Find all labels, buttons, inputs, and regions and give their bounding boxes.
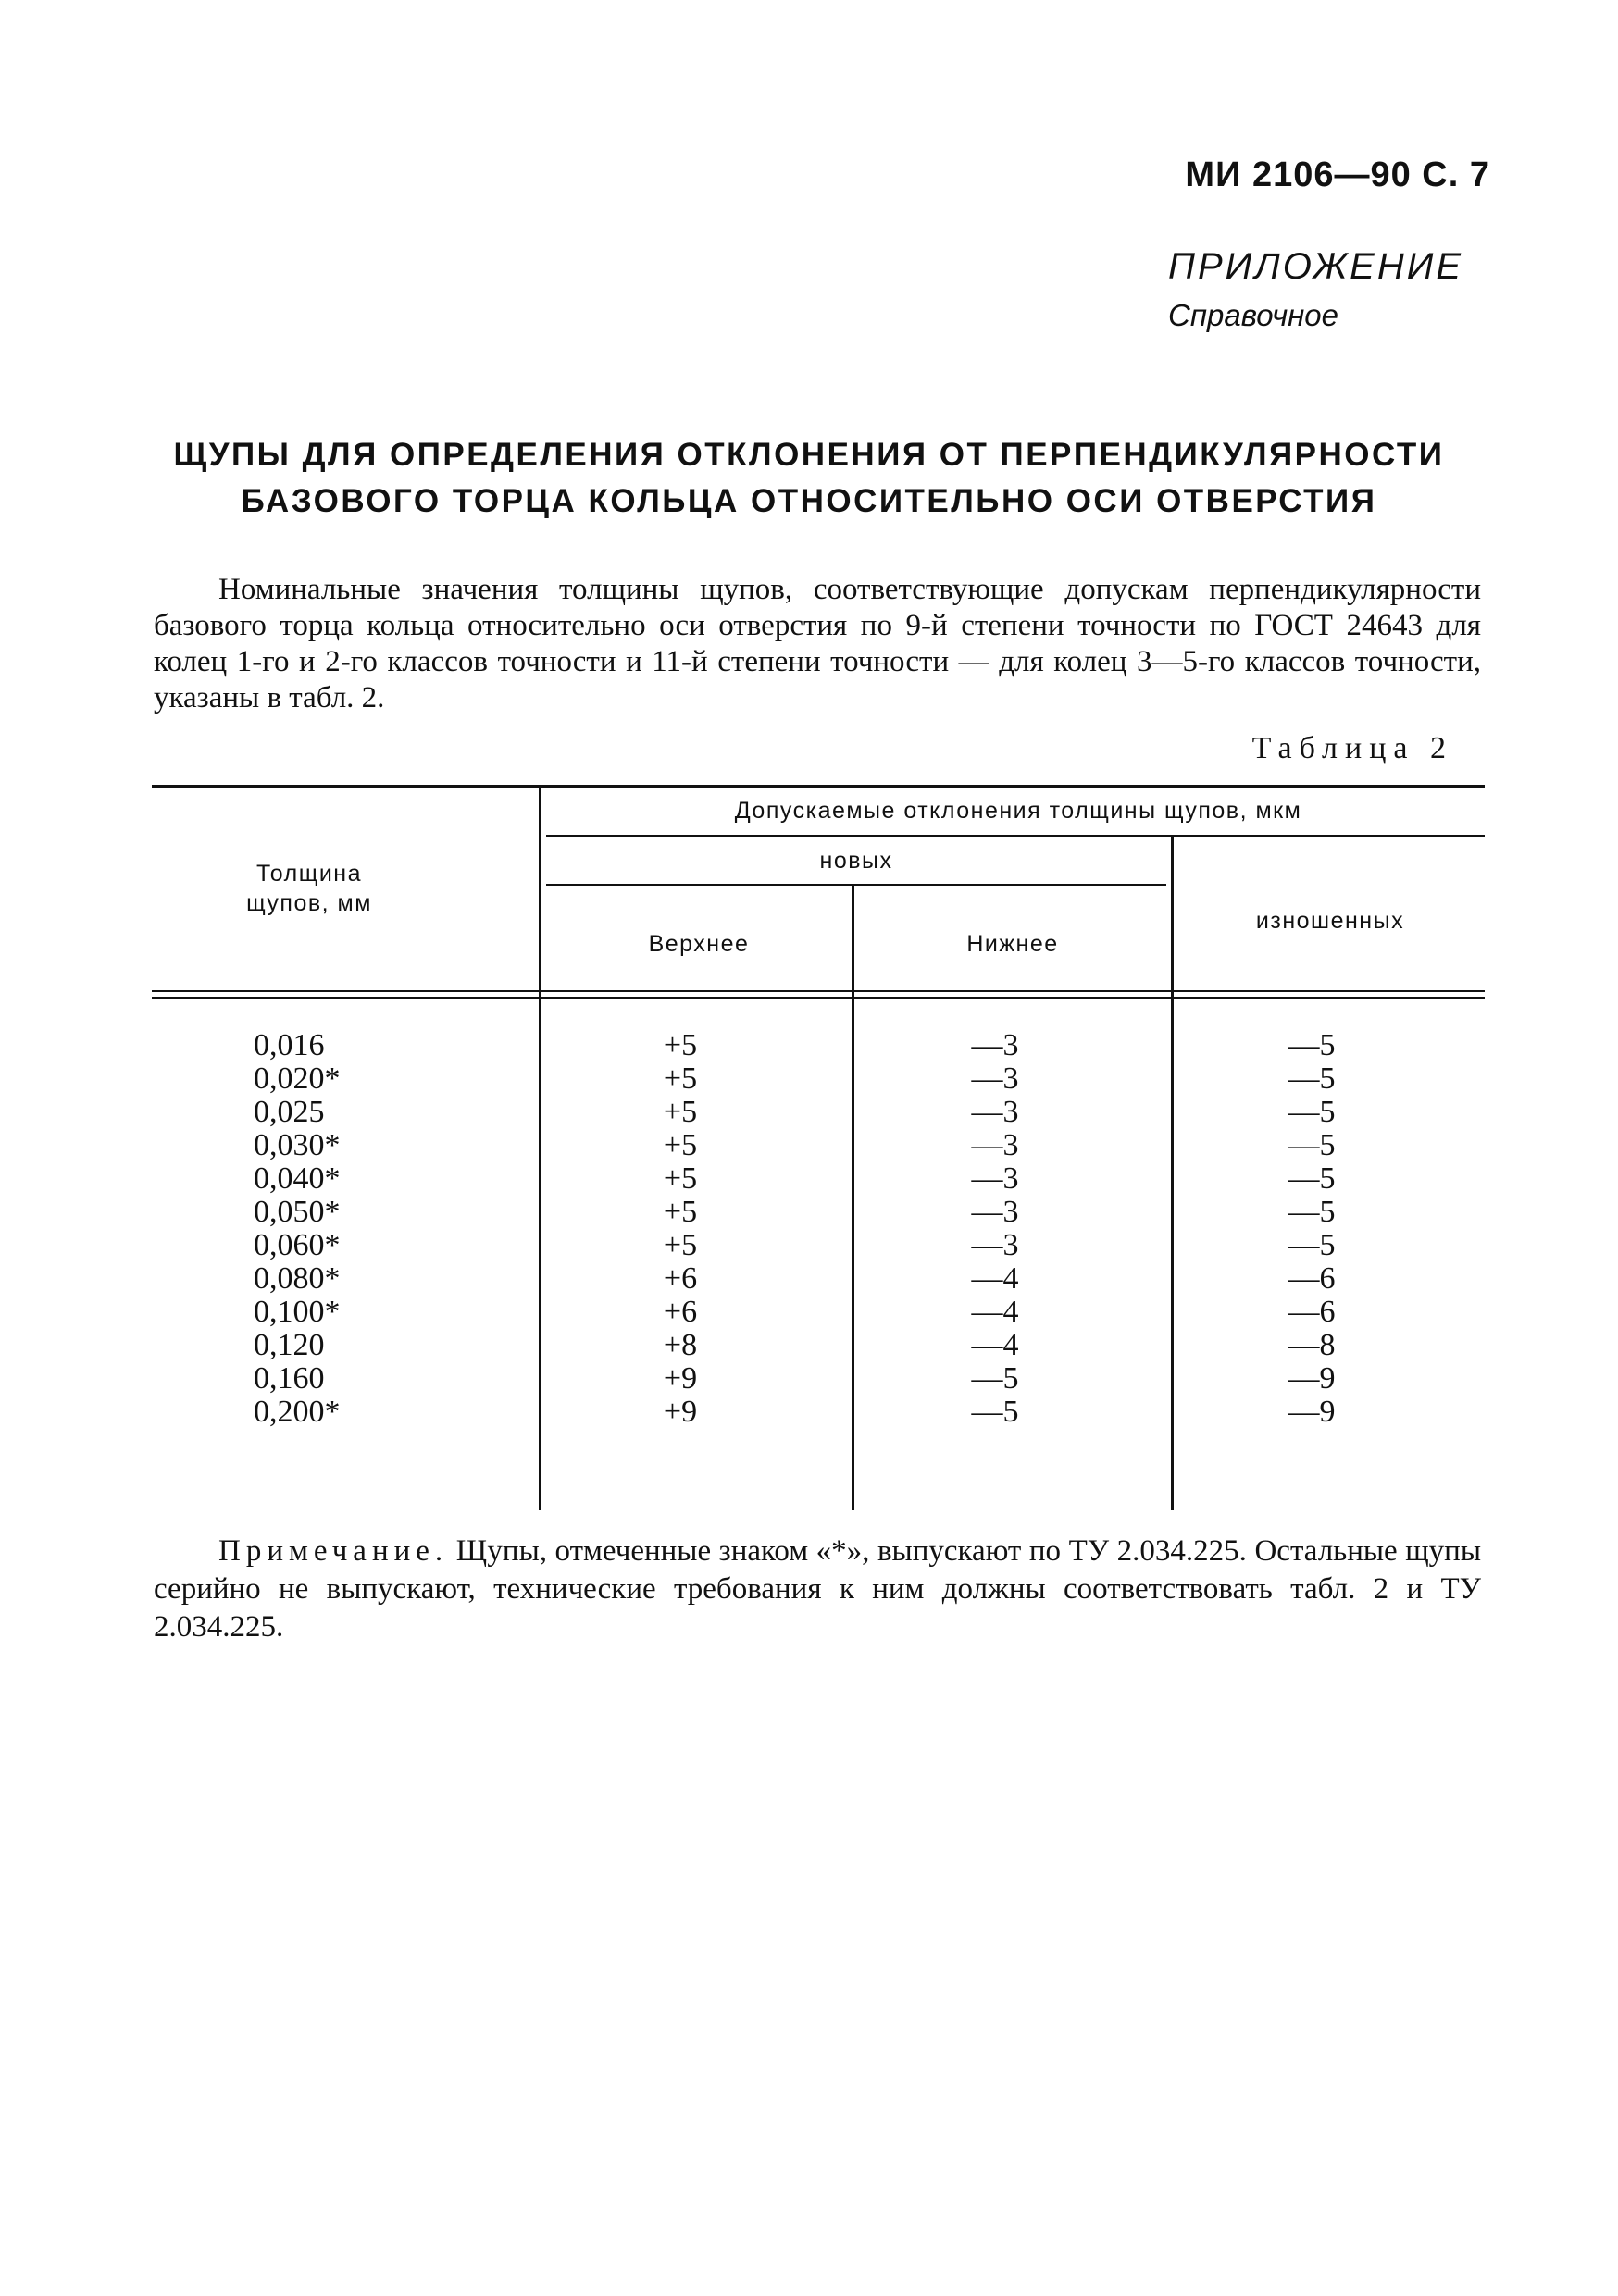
- table-cell-lower: —3: [971, 1095, 1019, 1129]
- table-cell-upper: +5: [663, 1195, 698, 1229]
- document-title-line-1: ЩУПЫ ДЛЯ ОПРЕДЕЛЕНИЯ ОТКЛОНЕНИЯ ОТ ПЕРПЕНДИКУЛЯРНОСТИ: [173, 437, 1445, 473]
- header-new: новых: [819, 848, 893, 874]
- appendix-title: ПРИЛОЖЕНИЕ: [1168, 246, 1464, 287]
- table-cell-upper: +8: [663, 1328, 698, 1362]
- table-cell-worn: —5: [1288, 1228, 1336, 1262]
- table-cell-upper: +5: [663, 1228, 698, 1262]
- table-cell-lower: —4: [971, 1295, 1019, 1329]
- table-cell-lower: —3: [971, 1228, 1019, 1262]
- table-cell-lower: —4: [971, 1261, 1019, 1296]
- header-bottom-rule-2: [152, 997, 1485, 999]
- new-subgroup-rule: [546, 884, 1166, 886]
- intro-paragraph: Номинальные значения толщины щупов, соответствующие допускам перпендикулярности базового торца кольца относительно оси отверстия по 9-й степени точности по ГОСТ 24643 для колец 1-го и 2-го классов точности и 11-й степени точности — для колец 3—5-го классов точности, указаны в табл. 2.: [154, 573, 1481, 714]
- table-cell-thickness: 0,160: [254, 1361, 325, 1396]
- upper-column: [629, 1029, 731, 1429]
- column-divider-1: [539, 788, 541, 1510]
- header-bottom-rule-1: [152, 990, 1485, 992]
- table-note: [154, 1533, 1481, 1646]
- table-cell-lower: —5: [971, 1361, 1019, 1396]
- table-cell-upper: +6: [663, 1261, 698, 1296]
- note-text: Щупы, отмеченные знаком «*», выпускают по ТУ 2.034.225. Остальные щупы серийно не выпускают, технические требования к ним должны соответствовать табл. 2 и ТУ 2.034.225.: [154, 1534, 1481, 1644]
- header-lower: Нижнее: [966, 931, 1059, 957]
- table-cell-lower: —3: [971, 1061, 1019, 1096]
- table-cell-thickness: 0,050*: [254, 1195, 341, 1229]
- group-header-rule: [546, 835, 1485, 837]
- table-label: Таблица 2: [1251, 731, 1453, 765]
- table-cell-thickness: 0,100*: [254, 1295, 341, 1329]
- table-cell-lower: —3: [971, 1195, 1019, 1229]
- table-cell-worn: —5: [1288, 1195, 1336, 1229]
- note-label: Примечание.: [218, 1534, 449, 1568]
- table-cell-thickness: 0,030*: [254, 1128, 341, 1162]
- table-cell-upper: +9: [663, 1395, 698, 1429]
- table-cell-thickness: 0,060*: [254, 1228, 341, 1262]
- table-cell-worn: —6: [1288, 1261, 1336, 1296]
- table-cell-worn: —5: [1288, 1095, 1336, 1129]
- document-reference: МИ 2106—90 С. 7: [1185, 155, 1490, 194]
- table-cell-upper: +5: [663, 1028, 698, 1062]
- header-group: Допускаемые отклонения толщины щупов, мкм: [734, 798, 1302, 824]
- table-cell-worn: —5: [1288, 1028, 1336, 1062]
- table-cell-thickness: 0,016: [254, 1028, 325, 1062]
- table-cell-worn: —5: [1288, 1161, 1336, 1196]
- column-divider-2: [852, 885, 854, 1510]
- lower-column: [944, 1029, 1046, 1429]
- table-cell-worn: —5: [1288, 1061, 1336, 1096]
- table-cell-upper: +5: [663, 1128, 698, 1162]
- table-cell-lower: —3: [971, 1128, 1019, 1162]
- document-title-line-2: БАЗОВОГО ТОРЦА КОЛЬЦА ОТНОСИТЕЛЬНО ОСИ ОТВЕРСТИЯ: [241, 483, 1377, 519]
- header-worn: изношенных: [1255, 908, 1405, 934]
- table-cell-upper: +5: [663, 1061, 698, 1096]
- table-cell-thickness: 0,020*: [254, 1061, 341, 1096]
- table-cell-upper: +5: [663, 1161, 698, 1196]
- table-cell-thickness: 0,200*: [254, 1395, 341, 1429]
- table-cell-thickness: 0,120: [254, 1328, 325, 1362]
- table-top-rule: [152, 785, 1485, 788]
- table-cell-worn: —9: [1288, 1361, 1336, 1396]
- table-cell-thickness: 0,025: [254, 1095, 325, 1129]
- table-cell-thickness: 0,080*: [254, 1261, 341, 1296]
- table-cell-lower: —3: [971, 1161, 1019, 1196]
- header-upper: Верхнее: [648, 931, 750, 957]
- table-cell-upper: +5: [663, 1095, 698, 1129]
- worn-column: [1261, 1029, 1363, 1429]
- table-cell-thickness: 0,040*: [254, 1161, 341, 1196]
- thickness-column: [254, 1029, 365, 1429]
- appendix-subtitle: Справочное: [1168, 298, 1339, 332]
- table-cell-upper: +6: [663, 1295, 698, 1329]
- table-cell-worn: —9: [1288, 1395, 1336, 1429]
- column-divider-3: [1171, 836, 1174, 1510]
- header-thickness: Толщина щупов, мм: [246, 861, 372, 916]
- table-cell-worn: —6: [1288, 1295, 1336, 1329]
- table-cell-worn: —8: [1288, 1328, 1336, 1362]
- table-cell-upper: +9: [663, 1361, 698, 1396]
- table-cell-lower: —3: [971, 1028, 1019, 1062]
- table-cell-lower: —4: [971, 1328, 1019, 1362]
- table-cell-lower: —5: [971, 1395, 1019, 1429]
- table-cell-worn: —5: [1288, 1128, 1336, 1162]
